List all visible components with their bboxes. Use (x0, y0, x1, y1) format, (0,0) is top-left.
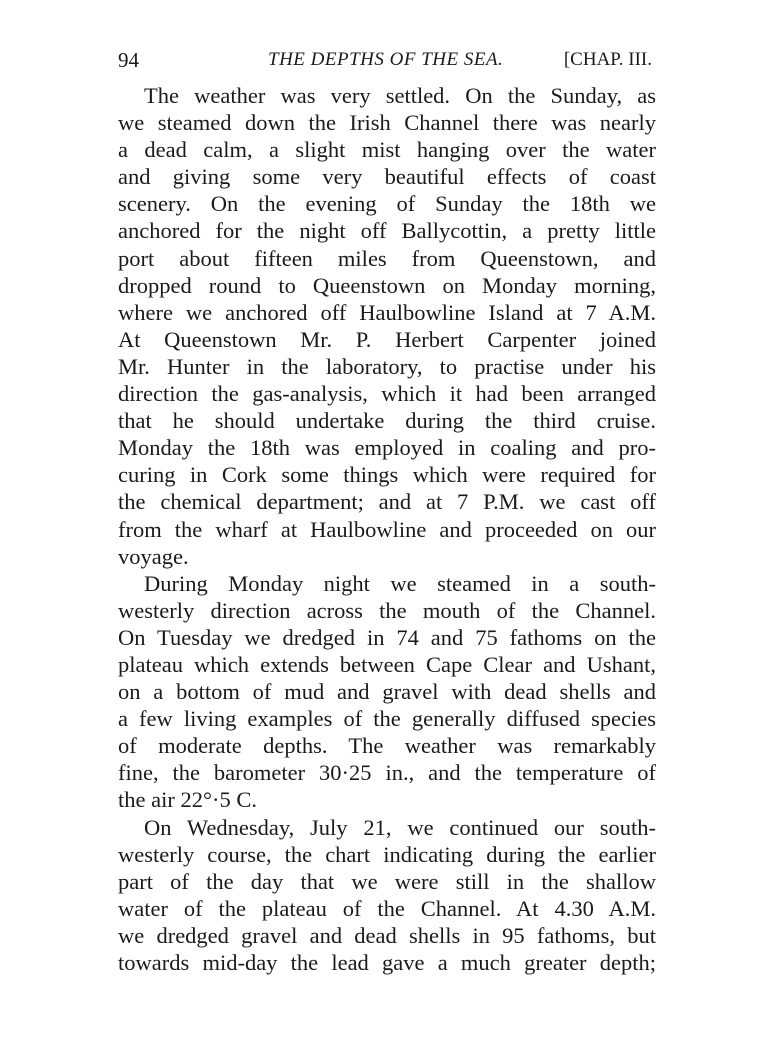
text-line: the air 22°·5 C. (118, 787, 257, 813)
body-text (118, 82, 656, 976)
text-line: part of the day that we were still in the shallow (118, 868, 656, 894)
paragraph-1 (118, 82, 656, 570)
text-line: westerly course, the chart indicating during the earlier (118, 841, 656, 867)
text-line: westerly direction across the mouth of the Channel. (118, 597, 656, 623)
page-number: 94 (118, 48, 139, 72)
text-line: plateau which extends between Cape Clear and Ushant, (118, 651, 656, 677)
text-line: During Monday night we steamed in a south- (144, 570, 656, 596)
text-line: At Queenstown Mr. P. Herbert Carpenter joined (118, 326, 656, 352)
text-line: voyage. (118, 543, 189, 569)
text-line: a dead calm, a slight mist hanging over the water (118, 137, 656, 163)
text-line: on a bottom of mud and gravel with dead shells and (118, 679, 656, 705)
chapter-reference: [CHAP. III. (563, 49, 652, 70)
text-line: from the wharf at Haulbowline and proceeded on our (118, 516, 656, 542)
text-line: and giving some very beautiful effects of coast (118, 164, 656, 190)
text-line: curing in Cork some things which were required for (118, 462, 656, 488)
text-line: where we anchored off Haulbowline Island at 7 A.M. (118, 299, 656, 325)
text-line: On Tuesday we dredged in 74 and 75 fathoms on the (118, 624, 656, 650)
text-line: On Wednesday, July 21, we continued our south- (144, 814, 656, 840)
paragraph-2 (118, 570, 656, 814)
text-line: a few living examples of the generally diffused species (118, 706, 656, 732)
text-line: that he should undertake during the third cruise. (118, 408, 656, 434)
text-line: Mr. Hunter in the laboratory, to practise under his (118, 353, 656, 379)
text-line: The weather was very settled. On the Sunday, as (144, 83, 656, 108)
text-line: Monday the 18th was employed in coaling and pro- (118, 435, 656, 461)
paragraph-3 (118, 814, 656, 977)
text-line: water of the plateau of the Channel. At 4.30 A.M. (118, 895, 656, 921)
text-line: the chemical department; and at 7 P.M. we cast off (118, 489, 656, 515)
text-line: anchored for the night off Ballycottin, a pretty little (118, 218, 656, 244)
text-line: we steamed down the Irish Channel there was nearly (118, 110, 656, 136)
text-line: port about fifteen miles from Queenstown, and (118, 245, 656, 271)
text-line: of moderate depths. The weather was remarkably (118, 733, 656, 759)
running-header (118, 44, 656, 76)
running-title: THE DEPTHS OF THE SEA. (268, 49, 504, 70)
text-line: scenery. On the evening of Sunday the 18th we (118, 191, 656, 217)
text-line: direction the gas-analysis, which it had been arranged (118, 381, 656, 407)
text-line: towards mid-day the lead gave a much greater depth; (118, 950, 656, 975)
text-line: fine, the barometer 30·25 in., and the temperature of (118, 760, 656, 786)
text-line: we dredged gravel and dead shells in 95 fathoms, but (118, 922, 656, 948)
text-line: dropped round to Queenstown on Monday morning, (118, 272, 656, 298)
